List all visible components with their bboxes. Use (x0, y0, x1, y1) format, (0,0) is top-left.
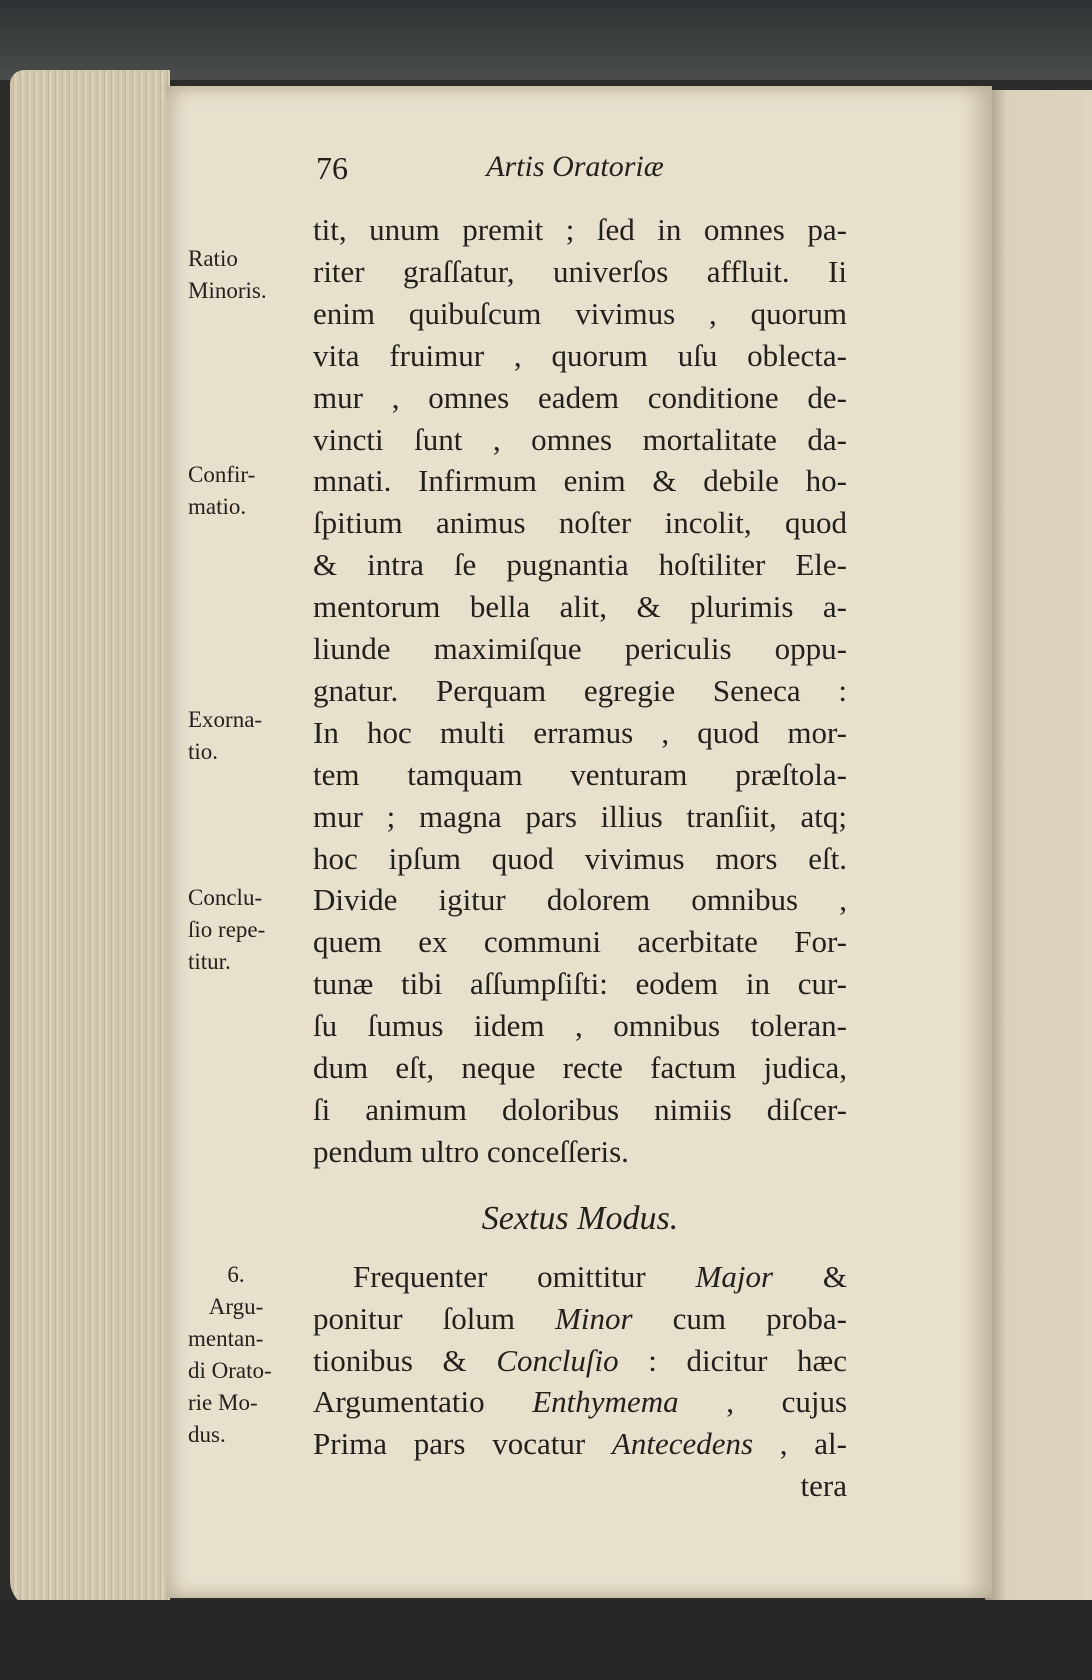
text-line (313, 1298, 847, 1340)
text-line: liunde maximiſque periculis oppu- (313, 631, 847, 666)
facing-page-edge (985, 90, 1092, 1610)
text-line (313, 1256, 847, 1298)
text-line: mur ; magna pars illius tranſiit, atq; (313, 798, 847, 834)
page-number: 76 (316, 150, 348, 186)
text-line: Divide igitur dolorem omnibus , (313, 882, 847, 918)
text-line (313, 1381, 847, 1423)
text-line: vincti ſunt , omnes mortalitate da- (313, 421, 847, 457)
text-line: mur , omnes eadem conditione de- (313, 379, 847, 415)
text-line: vita fruimur , quorum uſu oblecta- (313, 337, 847, 373)
italic-term: Major (695, 1259, 774, 1294)
text-segment: & (773, 1259, 847, 1294)
text-line: mnati. Infirmum enim & debile ho- (313, 463, 847, 499)
margin-note: di Orato- (188, 1358, 272, 1383)
background-bottom (0, 1600, 1092, 1680)
margin-note: Conclu- (188, 885, 263, 910)
text-line: In hoc multi erramus , quod mor- (313, 714, 847, 750)
margin-note: Exorna- (188, 707, 263, 732)
text-segment: ponitur ſolum (313, 1300, 556, 1336)
margin-note: mentan- (188, 1326, 264, 1351)
text-segment: , al- (753, 1426, 847, 1462)
italic-term: Minor (555, 1300, 633, 1336)
margin-note: matio. (188, 494, 247, 519)
margin-note: titur. (188, 949, 231, 974)
text-line: ſi animum doloribus nimiis diſcer- (313, 1091, 847, 1127)
text-line: & intra ſe pugnantia hoſtiliter Ele- (313, 547, 847, 583)
book-cover-top (0, 0, 1092, 80)
page-edges-left (10, 70, 170, 1610)
text-line: ſu ſumus iidem , omnibus toleran- (313, 1008, 847, 1044)
text-line: dum eſt, neque recte factum judica, (313, 1050, 847, 1085)
running-title: Artis Oratoriæ (486, 150, 664, 183)
text-line (313, 1340, 847, 1382)
margin-note: Minoris. (188, 278, 267, 303)
margin-note: tio. (188, 739, 219, 764)
italic-term: Enthymema (532, 1384, 679, 1420)
text-segment: cum proba- (632, 1300, 848, 1336)
margin-note: Argu- (208, 1294, 264, 1319)
text-line: quem ex communi acerbitate For- (313, 924, 847, 960)
text-line: gnatur. Perquam egregie Seneca : (313, 672, 847, 708)
italic-term: Antecedens (611, 1426, 754, 1462)
margin-note: Confir- (188, 462, 256, 487)
italic-term: Concluſio (496, 1342, 619, 1378)
text-line (313, 1465, 847, 1507)
margin-note: dus. (188, 1422, 226, 1447)
margin-note: Ratio (188, 246, 238, 271)
text-line: tunæ tibi aſſumpſiſti: eodem in cur- (313, 966, 847, 1002)
text-line: tem tamquam venturam præſtola- (313, 756, 847, 792)
text-segment: tionibus & (313, 1342, 497, 1378)
text-line: pendum ultro conceſſeris. (313, 1133, 629, 1169)
text-line: mentorum bella alit, & plurimis a- (313, 589, 847, 625)
text-segment: tera (800, 1468, 847, 1503)
text-line: riter graſſatur, univerſos affluit. Ii (313, 253, 847, 289)
text-line: hoc ipſum quod vivimus mors eſt. (313, 840, 847, 876)
text-line: tit, unum premit ; ſed in omnes pa- (313, 212, 847, 247)
margin-note: rie Mo- (188, 1390, 258, 1415)
section-heading: Sextus Modus. (481, 1200, 679, 1237)
text-segment: Prima pars vocatur (313, 1426, 612, 1462)
margin-note: ſio repe- (188, 917, 266, 942)
text-segment: Argumentatio (313, 1384, 533, 1420)
margin-note: 6. (227, 1262, 245, 1287)
text-line (313, 1423, 847, 1465)
text-line: enim quibuſcum vivimus , quorum (313, 295, 847, 331)
text-line: ſpitium animus noſter incolit, quod (313, 505, 847, 541)
text-segment: , cujus (678, 1384, 848, 1420)
text-segment: Frequenter omittitur (353, 1259, 696, 1294)
text-segment: : dicitur hæc (618, 1342, 847, 1378)
